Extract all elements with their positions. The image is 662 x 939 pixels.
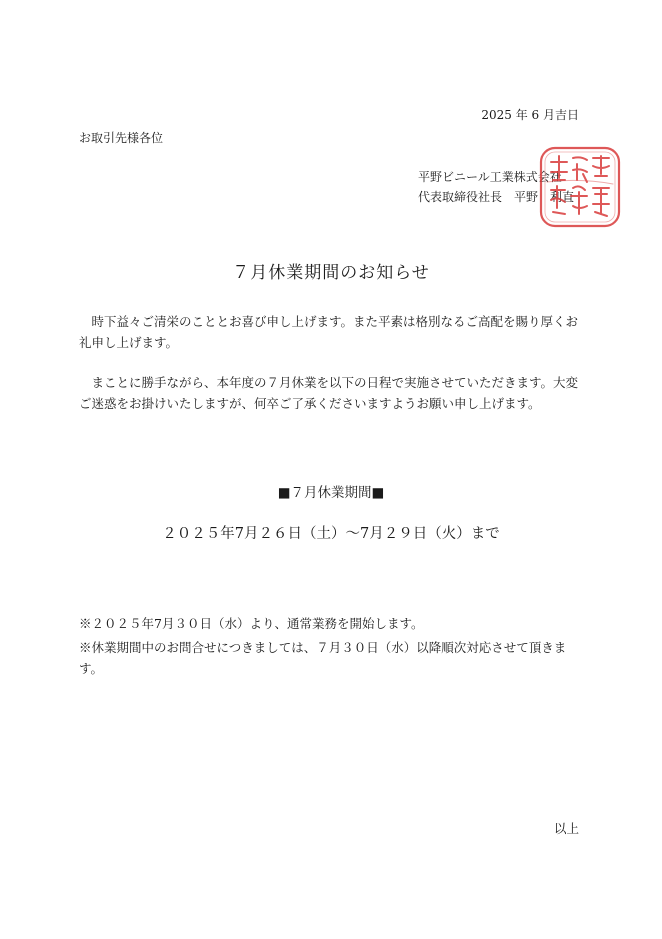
representative-name: 代表取締役社長 平野 利直	[418, 190, 575, 204]
recipient-line: お取引先様各位	[79, 131, 164, 145]
holiday-period-dates: ２０２５年7月２６日（土）～7月２９日（火）まで	[162, 526, 500, 542]
company-seal-stamp	[537, 144, 623, 230]
company-name: 平野ビニール工業株式会社	[418, 170, 562, 184]
business-resume-note: ※２０２５年7月３０日（水）より、通常業務を開始します。	[79, 616, 424, 631]
inquiry-handling-note: ※休業期間中のお問合せにつきましては、７月３０日（水）以降順次対応させて頂きます。	[79, 640, 567, 676]
closing-word: 以上	[553, 821, 579, 836]
announcement-paragraph: まことに勝手ながら、本年度の７月休業を以下の日程で実施させていただきます。大変ご迷惑をお掛けいたしますが、何卒ご了承くださいますようお願い申し上げます。	[79, 375, 579, 411]
document-date: 2025 年 6 月吉日	[481, 108, 579, 122]
seal-graphic	[537, 144, 623, 230]
greeting-paragraph: 時下益々ご清栄のこととお喜び申し上げます。また平素は格別なるご高配を賜り厚くお礼申し上げます。	[79, 314, 579, 350]
holiday-period-heading: ■７月休業期間■	[277, 485, 385, 501]
notice-title: ７月休業期間のお知らせ	[232, 263, 430, 283]
